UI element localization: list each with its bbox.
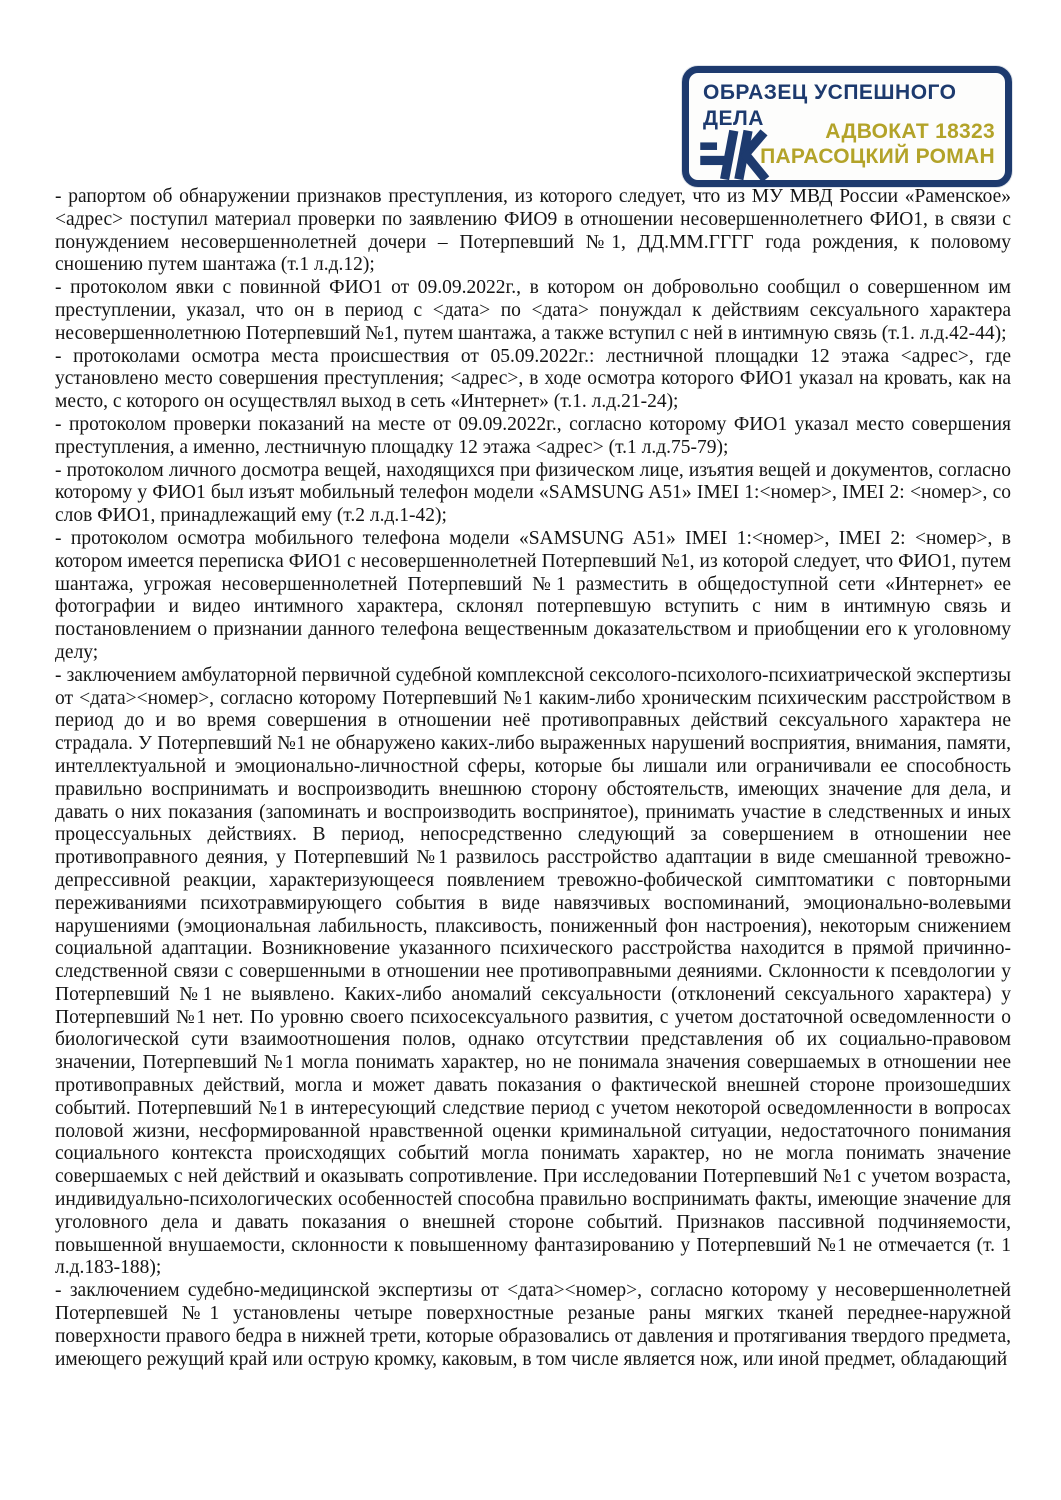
- logo-advocate-name: ПАРАСОЦКИЙ РОМАН: [760, 145, 995, 169]
- evidence-paragraph-phone-inspection: - протоколом осмотра мобильного телефона модели «SAMSUNG A51» IMEI 1:<номер>, IMEI 2: <номер>, в котором имеется переписка ФИО1 с несовершеннолетней Потерпевший №1, из которой следует, что ФИО1, путем шантажа, угрожая несовершеннолетней Потерпевший №1 разместить в общедоступной сети «Интернет» ее фотографии и видео интимного характера, склонял потерпевшую вступить с ним в интимную связь и постановлением о признании данного телефона вещественным доказательством и приобщении его к уголовному делу;: [55, 527, 1011, 663]
- evidence-paragraph-forensic-medical-expertise: - заключением судебно-медицинской экспертизы от <дата><номер>, согласно которому у несовершеннолетней Потерпевшей №1 установлены четыре поверхностные резаные раны мягких тканей переднее-наружной поверхности правого бедра в нижней трети, которые образовались от давления и протягивания твердого предмета, имеющего режущий край или острую кромку, каковым, в том числе является нож, или иной предмет, обладающий: [55, 1280, 1011, 1370]
- logo-advocate-block: [760, 120, 995, 170]
- law-firm-logo-badge: [682, 66, 1012, 187]
- evidence-paragraph-testimony-check: - протоколом проверки показаний на месте от 09.09.2022г., согласно которому ФИО1 указал место совершения преступления, а именно, лестничную площадку 12 этажа <адрес> (т.1 л.д.75-79);: [55, 413, 1011, 458]
- evidence-paragraph-confession: - протоколом явки с повинной ФИО1 от 09.09.2022г., в котором он добровольно сообщил о совершенном им преступлении, указал, что он в период с <дата> по <дата> понуждал к действиям сексуального характера несовершеннолетнюю Потерпевший №1, путем шантажа, а также вступил с ней в интимную связь (т.1. л.д.42-44);: [55, 277, 1011, 344]
- logo-advocate-number: АДВОКАТ 18323: [825, 120, 995, 144]
- evidence-paragraph-report: - рапортом об обнаружении признаков преступления, из которого следует, что из МУ МВД России «Раменское» <адрес> поступил материал проверки по заявлению ФИО9 в отношении несовершеннолетнего ФИО1, в связи с понуждением несовершеннолетней дочери – Потерпевший №1, ДД.ММ.ГГГГ года рождения, к половому сношению путем шантажа (т.1 л.д.12);: [55, 186, 1011, 276]
- evidence-paragraph-personal-search: - протоколом личного досмотра вещей, находящихся при физическом лице, изъятия вещей и документов, согласно которому у ФИО1 был изъят мобильный телефон модели «SAMSUNG A51» IMEI 1:<номер>, IMEI 2: <номер>, со слов ФИО1, принадлежащий ему (т.2 л.д.1-42);: [55, 459, 1011, 527]
- logo-title-line1: ОБРАЗЕЦ УСПЕШНОГО: [703, 81, 957, 104]
- logo-title-line2: ДЕЛА: [703, 107, 764, 130]
- evidence-paragraph-scene-inspection: - протоколами осмотра места происшествия от 05.09.2022г.: лестничной площадки 12 этажа <адрес>, где установлено место совершения преступления; <адрес>, в ходе осмотра которого ФИО1 указал на кровать, как на место, с которого он осуществлял выход в сеть «Интернет» (т.1. л.д.21-24);: [55, 345, 1011, 413]
- evidence-paragraph-psychiatric-expertise: - заключением амбулаторной первичной судебной комплексной сексолого-психолого-психиатрической экспертизы от <дата><номер>, согласно которому Потерпевший №1 каким-либо хроническим психическим расстройством в период до и во время совершения в отношении неё противоправных действий сексуального характера не страдала. У Потерпевший №1 не обнаружено каких-либо выраженных нарушений восприятия, внимания, памяти, интеллектуальной и эмоционально-личностной сферы, которые бы лишали или ограничивали ее способность правильно воспринимать и воспроизводить внешнюю сторону обстоятельств, имеющих значение для дела, и давать о них показания (запоминать и воспроизводить воспринятое), принимать участие в следственных и иных процессуальных действиях. В период, непосредственно следующий за совершением в отношении нее противоправного деяния, у Потерпевший №1 развилось расстройство адаптации в виде смешанной тревожно-депрессивной реакции, характеризующееся появлением тревожно-фобической симптоматики с повторными переживаниями психотравмирующего события в виде навязчивых воспоминаний, эмоционально-волевыми нарушениями (эмоциональная лабильность, плаксивость, пониженный фон настроения), некоторым снижением социальной адаптации. Возникновение указанного психического расстройства находится в прямой причинно-следственной связи с совершенными в отношении нее противоправными деяниями. Склонности к псевдологии у Потерпевший №1 не выявлено. Каких-либо аномалий сексуальности (отклонений сексуального характера) у Потерпевший №1 нет. По уровню своего психосексуального развития, с учетом достаточной осведомленности о биологической сути взаимоотношения полов, однако отсутствии представления об их социально-правовом значении, Потерпевший №1 могла понимать характер, но не понимала значения совершаемых в отношении нее противоправных действий, могла и может давать показания о фактической внешней стороне произошедших событий. Потерпевший №1 в интересующий следствие период с учетом некоторой осведомленности в вопросах половой жизни, несформированной нравственной оценки криминальной ситуации, недостаточного понимания социального контекста происходящих событий могла понимать характер, но не могла понимать значение совершаемых с ней действий и оказывать сопротивление. При исследовании Потерпевший №1 с учетом возраста, индивидуально-психологических особенностей способна правильно воспринимать факты, имеющие значение для уголовного дела и давать показания о внешней стороне событий. Признаков пассивной подчиняемости, повышенной внушаемости, склонности к повышенному фантазированию у Потерпевший №1 не отмечается (т. 1 л.д.183-188);: [55, 664, 1011, 1279]
- document-body: [55, 186, 1011, 1371]
